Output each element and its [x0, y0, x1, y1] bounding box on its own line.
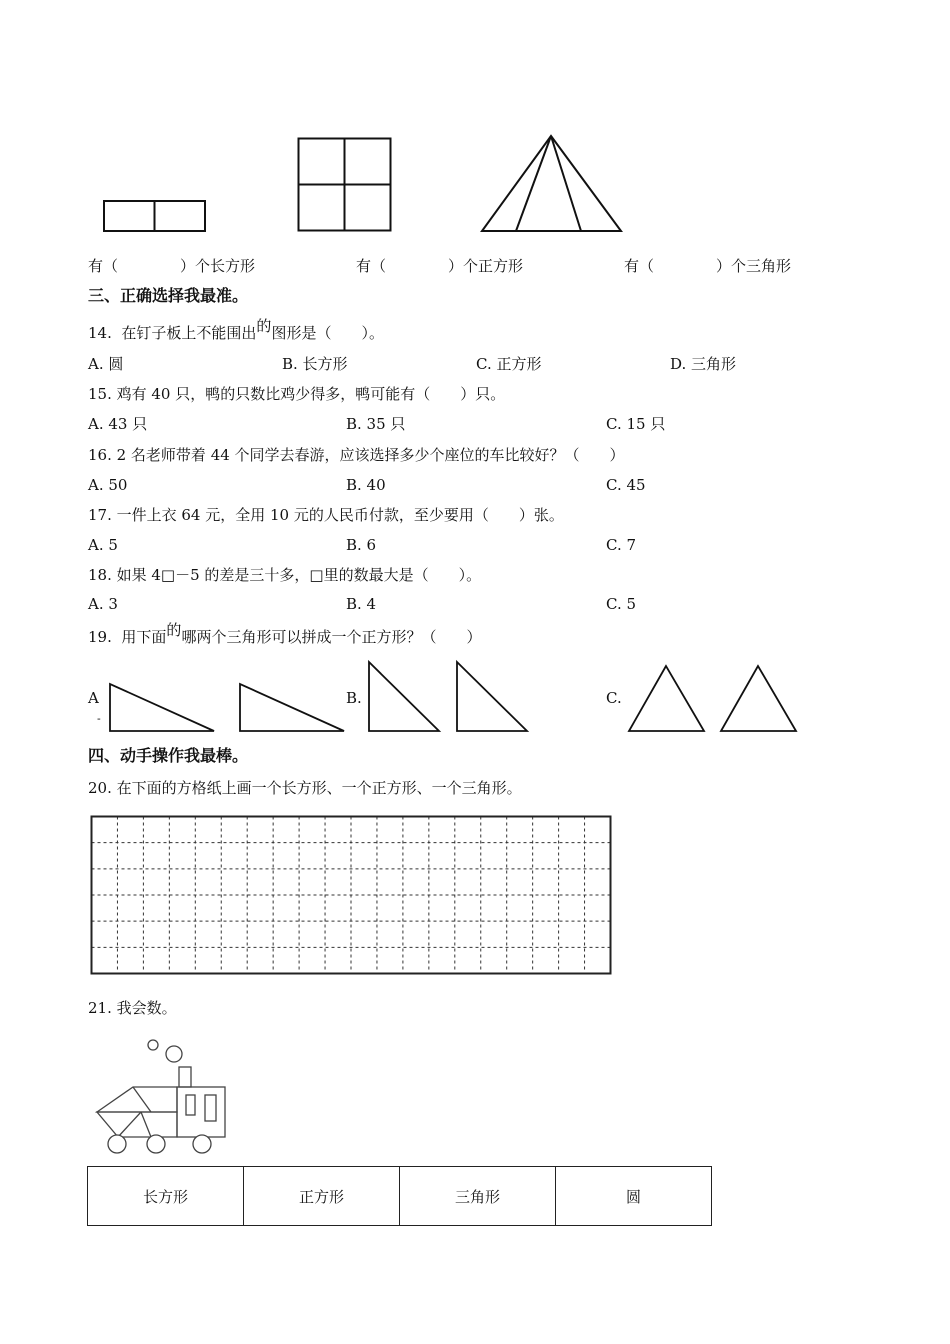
q16-option-a[interactable]: A. 50	[88, 476, 128, 494]
q20-text: 20. 在下面的方格纸上画一个长方形、一个正方形、一个三角形。	[88, 779, 522, 797]
q18-option-b[interactable]: B. 4	[346, 595, 377, 613]
q19-option-a-mark: -	[97, 712, 101, 725]
train-picture	[94, 1036, 230, 1156]
two-rectangles-figure	[0, 0, 950, 1]
q14-option-d[interactable]: D. 三角形	[670, 355, 737, 373]
q14-option-b[interactable]: B. 长方形	[282, 355, 348, 373]
q18-option-a[interactable]: A. 3	[88, 595, 118, 613]
q19-b-triangle-2	[455, 660, 531, 734]
triangle-fan-figure	[480, 134, 624, 234]
q17-option-a[interactable]: A. 5	[88, 536, 118, 554]
q18-text: 18. 如果 4□－5 的差是三十多，□里的数最大是（ ）。	[88, 566, 482, 584]
q15-option-c[interactable]: C. 15 只	[606, 415, 666, 433]
q19-c-triangle-1	[627, 664, 707, 734]
section4-title: 四、动手操作我最棒。	[88, 746, 249, 765]
grid-paper[interactable]	[90, 815, 612, 975]
q17-option-b[interactable]: B. 6	[346, 536, 377, 554]
q19-a-triangle-2	[238, 682, 348, 734]
q16-text: 16. 2 名老师带着 44 个同学去春游，应该选择多少个座位的车比较好？（ ）	[88, 446, 625, 464]
rectangle-figure	[103, 200, 207, 232]
count-table	[87, 1166, 712, 1226]
q15-option-a[interactable]: A. 43 只	[88, 415, 148, 433]
q14-text: 14. 在钉子板上不能围出的图形是（ ）。	[88, 317, 384, 342]
q19-option-b-label[interactable]: B.	[346, 689, 362, 707]
q15-text: 15. 鸡有 40 只，鸭的只数比鸡少得多，鸭可能有（ ）只。	[88, 385, 506, 403]
q17-option-c[interactable]: C. 7	[606, 536, 637, 554]
header-rectangle: 长方形	[88, 1167, 244, 1226]
rectangle-count-label: 有（ ）个长方形	[88, 257, 256, 275]
q18-option-c[interactable]: C. 5	[606, 595, 637, 613]
header-square: 正方形	[244, 1167, 400, 1226]
q19-option-a-label[interactable]: A	[88, 689, 99, 707]
q19-text: 19. 用下面的哪两个三角形可以拼成一个正方形？（ ）	[88, 621, 482, 646]
q19-c-triangle-2	[719, 664, 799, 734]
triangle-count-label: 有（ ）个三角形	[624, 257, 792, 275]
q19-b-triangle-1	[367, 660, 443, 734]
q21-text: 21. 我会数。	[88, 999, 177, 1017]
section3-title: 三、正确选择我最准。	[88, 286, 249, 305]
q19-option-c-label[interactable]: C.	[606, 689, 622, 707]
q17-text: 17. 一件上衣 64 元，全用 10 元的人民币付款，至少要用（ ）张。	[88, 506, 564, 524]
square-count-label: 有（ ）个正方形	[356, 257, 524, 275]
q14-option-c[interactable]: C. 正方形	[476, 355, 542, 373]
square-grid-figure	[297, 137, 393, 233]
header-triangle: 三角形	[400, 1167, 556, 1226]
q16-option-c[interactable]: C. 45	[606, 476, 646, 494]
q14-option-a[interactable]: A. 圆	[88, 355, 124, 373]
header-circle: 圆	[556, 1167, 712, 1226]
q16-option-b[interactable]: B. 40	[346, 476, 386, 494]
q19-a-triangle-1	[108, 682, 218, 734]
q15-option-b[interactable]: B. 35 只	[346, 415, 406, 433]
